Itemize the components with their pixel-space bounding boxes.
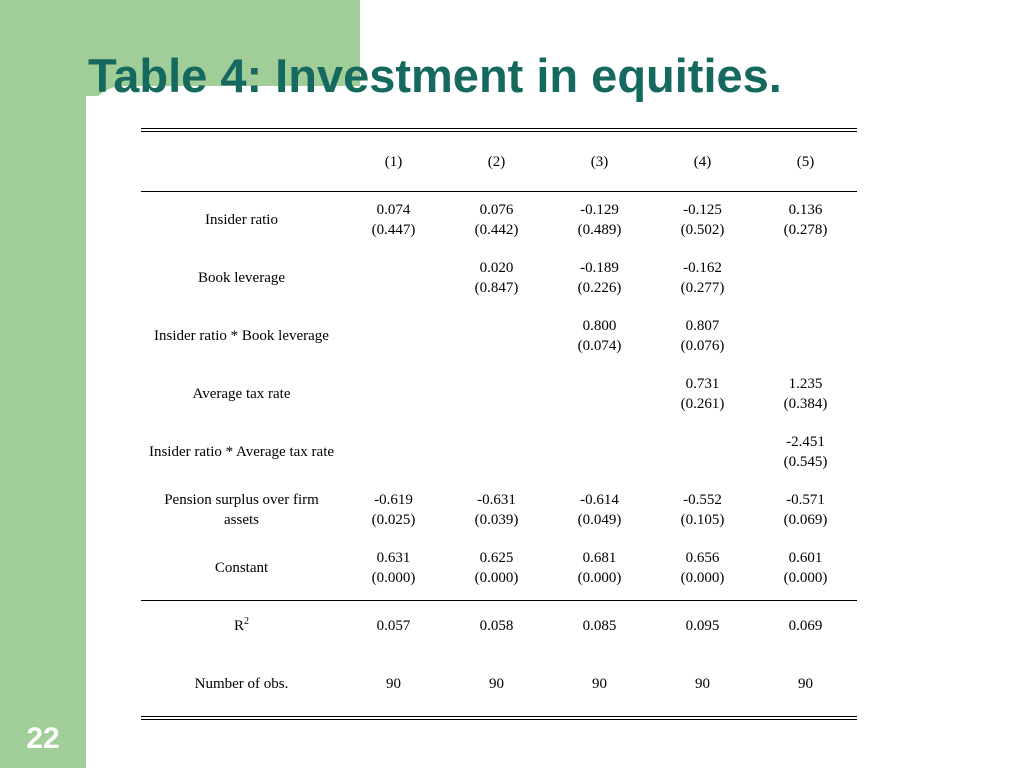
stats-row: [141, 655, 857, 713]
coef-cell: [754, 191, 857, 249]
table-row: [141, 249, 857, 307]
p-value: (0.261): [680, 396, 725, 412]
stats-label-cell: [141, 655, 342, 713]
coefficient-value: 0.631: [376, 550, 411, 566]
coef-cell: [754, 365, 857, 423]
table-row: [141, 423, 857, 481]
row-label: Average tax rate: [192, 386, 291, 402]
column-header: (3): [590, 154, 609, 170]
stats-label: Number of obs.: [194, 676, 289, 692]
coef-cell: [651, 249, 754, 307]
slide-number: 22: [26, 722, 60, 755]
p-value: (0.502): [680, 222, 725, 238]
table-row: [141, 481, 857, 539]
coef-cell: [342, 249, 445, 307]
header-row: [141, 141, 857, 183]
row-label: Insider ratio * Book leverage: [154, 328, 329, 344]
coef-cell: [651, 365, 754, 423]
p-value: (0.105): [680, 512, 725, 528]
coef-cell: [651, 539, 754, 597]
coef-cell: [548, 307, 651, 365]
table-top-rule: [141, 128, 857, 132]
coefficient-value: 0.136: [788, 202, 823, 218]
p-value: (0.384): [783, 396, 828, 412]
coefficient-value: -0.552: [683, 492, 722, 508]
coefficient-value: 0.800: [582, 318, 617, 334]
stats-value: 90: [798, 676, 813, 692]
coef-cell: [342, 481, 445, 539]
coefficient-value: 0.601: [788, 550, 823, 566]
coef-cell: [754, 539, 857, 597]
p-value: (0.039): [474, 512, 519, 528]
row-label: Insider ratio: [205, 212, 278, 228]
stats-value: 0.058: [479, 618, 514, 634]
coefficient-value: 0.076: [479, 202, 514, 218]
coef-cell: [342, 191, 445, 249]
coefficient-value: 0.074: [376, 202, 411, 218]
row-label: Pension surplus over firm assets: [164, 492, 319, 528]
p-value: (0.847): [474, 280, 519, 296]
stats-row: [141, 597, 857, 655]
coefficient-value: -0.129: [580, 202, 619, 218]
stats-value: 0.069: [788, 618, 823, 634]
table-bottom-rule: [141, 716, 857, 720]
coef-cell: [445, 365, 548, 423]
p-value: (0.000): [371, 570, 416, 586]
coef-cell: [651, 423, 754, 481]
column-header: (5): [796, 154, 815, 170]
coef-cell: [651, 191, 754, 249]
row-label: Constant: [214, 560, 269, 576]
coef-cell: [445, 191, 548, 249]
coef-cell: [548, 365, 651, 423]
coefficient-value: -0.619: [374, 492, 413, 508]
row-label: Book leverage: [197, 270, 286, 286]
coef-cell: [754, 249, 857, 307]
coefficient-value: 0.731: [685, 376, 720, 392]
p-value: (0.278): [783, 222, 828, 238]
coefficient-value: -0.189: [580, 260, 619, 276]
p-value: (0.000): [577, 570, 622, 586]
coef-cell: [754, 307, 857, 365]
p-value: (0.489): [577, 222, 622, 238]
coef-cell: [445, 423, 548, 481]
stats-value: 0.085: [582, 618, 617, 634]
table-row: [141, 539, 857, 597]
p-value: (0.025): [371, 512, 416, 528]
p-value: (0.226): [577, 280, 622, 296]
coefficient-value: 1.235: [788, 376, 823, 392]
p-value: (0.049): [577, 512, 622, 528]
coef-cell: [445, 539, 548, 597]
coef-cell: [342, 307, 445, 365]
p-value: (0.076): [680, 338, 725, 354]
coefficient-value: -0.631: [477, 492, 516, 508]
header-gap: [141, 183, 857, 191]
p-value: (0.000): [783, 570, 828, 586]
coefficient-value: 0.807: [685, 318, 720, 334]
coefficient-value: -0.162: [683, 260, 722, 276]
coef-cell: [342, 423, 445, 481]
left-green-band: [0, 0, 86, 768]
table-row: [141, 191, 857, 249]
stats-value: 0.095: [685, 618, 720, 634]
stats-label-superscript: 2: [244, 616, 249, 627]
coef-cell: [754, 481, 857, 539]
p-value: (0.074): [577, 338, 622, 354]
coef-cell: [651, 307, 754, 365]
coef-cell: [445, 481, 548, 539]
coef-cell: [548, 481, 651, 539]
stats-value: 90: [386, 676, 401, 692]
coefficient-value: -2.451: [786, 434, 825, 450]
slide-title: Table 4: Investment in equities.: [88, 49, 782, 102]
coef-cell: [548, 423, 651, 481]
table-row: [141, 365, 857, 423]
p-value: (0.069): [783, 512, 828, 528]
column-header: (1): [384, 154, 403, 170]
stats-value: 0.057: [376, 618, 411, 634]
coefficient-value: 0.681: [582, 550, 617, 566]
coef-cell: [548, 539, 651, 597]
coef-cell: [342, 365, 445, 423]
p-value: (0.447): [371, 222, 416, 238]
coefficient-value: -0.614: [580, 492, 619, 508]
column-header: (2): [487, 154, 506, 170]
coefficient-value: 0.020: [479, 260, 514, 276]
p-value: (0.277): [680, 280, 725, 296]
table-row: [141, 307, 857, 365]
row-label: Insider ratio * Average tax rate: [148, 444, 335, 460]
header-empty-cell: [141, 141, 342, 183]
stats-label-cell: [141, 597, 342, 655]
p-value: (0.000): [680, 570, 725, 586]
coef-cell: [754, 423, 857, 481]
stats-value: 90: [592, 676, 607, 692]
coefficient-value: 0.656: [685, 550, 720, 566]
coef-cell: [445, 307, 548, 365]
coefficient-value: -0.125: [683, 202, 722, 218]
coef-cell: [651, 481, 754, 539]
coef-cell: [548, 249, 651, 307]
stats-value: 90: [489, 676, 504, 692]
p-value: (0.442): [474, 222, 519, 238]
coef-cell: [445, 249, 548, 307]
p-value: (0.000): [474, 570, 519, 586]
header-gap-cell: [141, 183, 857, 191]
regression-table: [141, 141, 857, 713]
coef-cell: [342, 539, 445, 597]
column-header: (4): [693, 154, 712, 170]
stats-value: 90: [695, 676, 710, 692]
coefficient-value: 0.625: [479, 550, 514, 566]
stats-label: R: [233, 618, 244, 634]
coefficient-value: -0.571: [786, 492, 825, 508]
coef-cell: [548, 191, 651, 249]
p-value: (0.545): [783, 454, 828, 470]
